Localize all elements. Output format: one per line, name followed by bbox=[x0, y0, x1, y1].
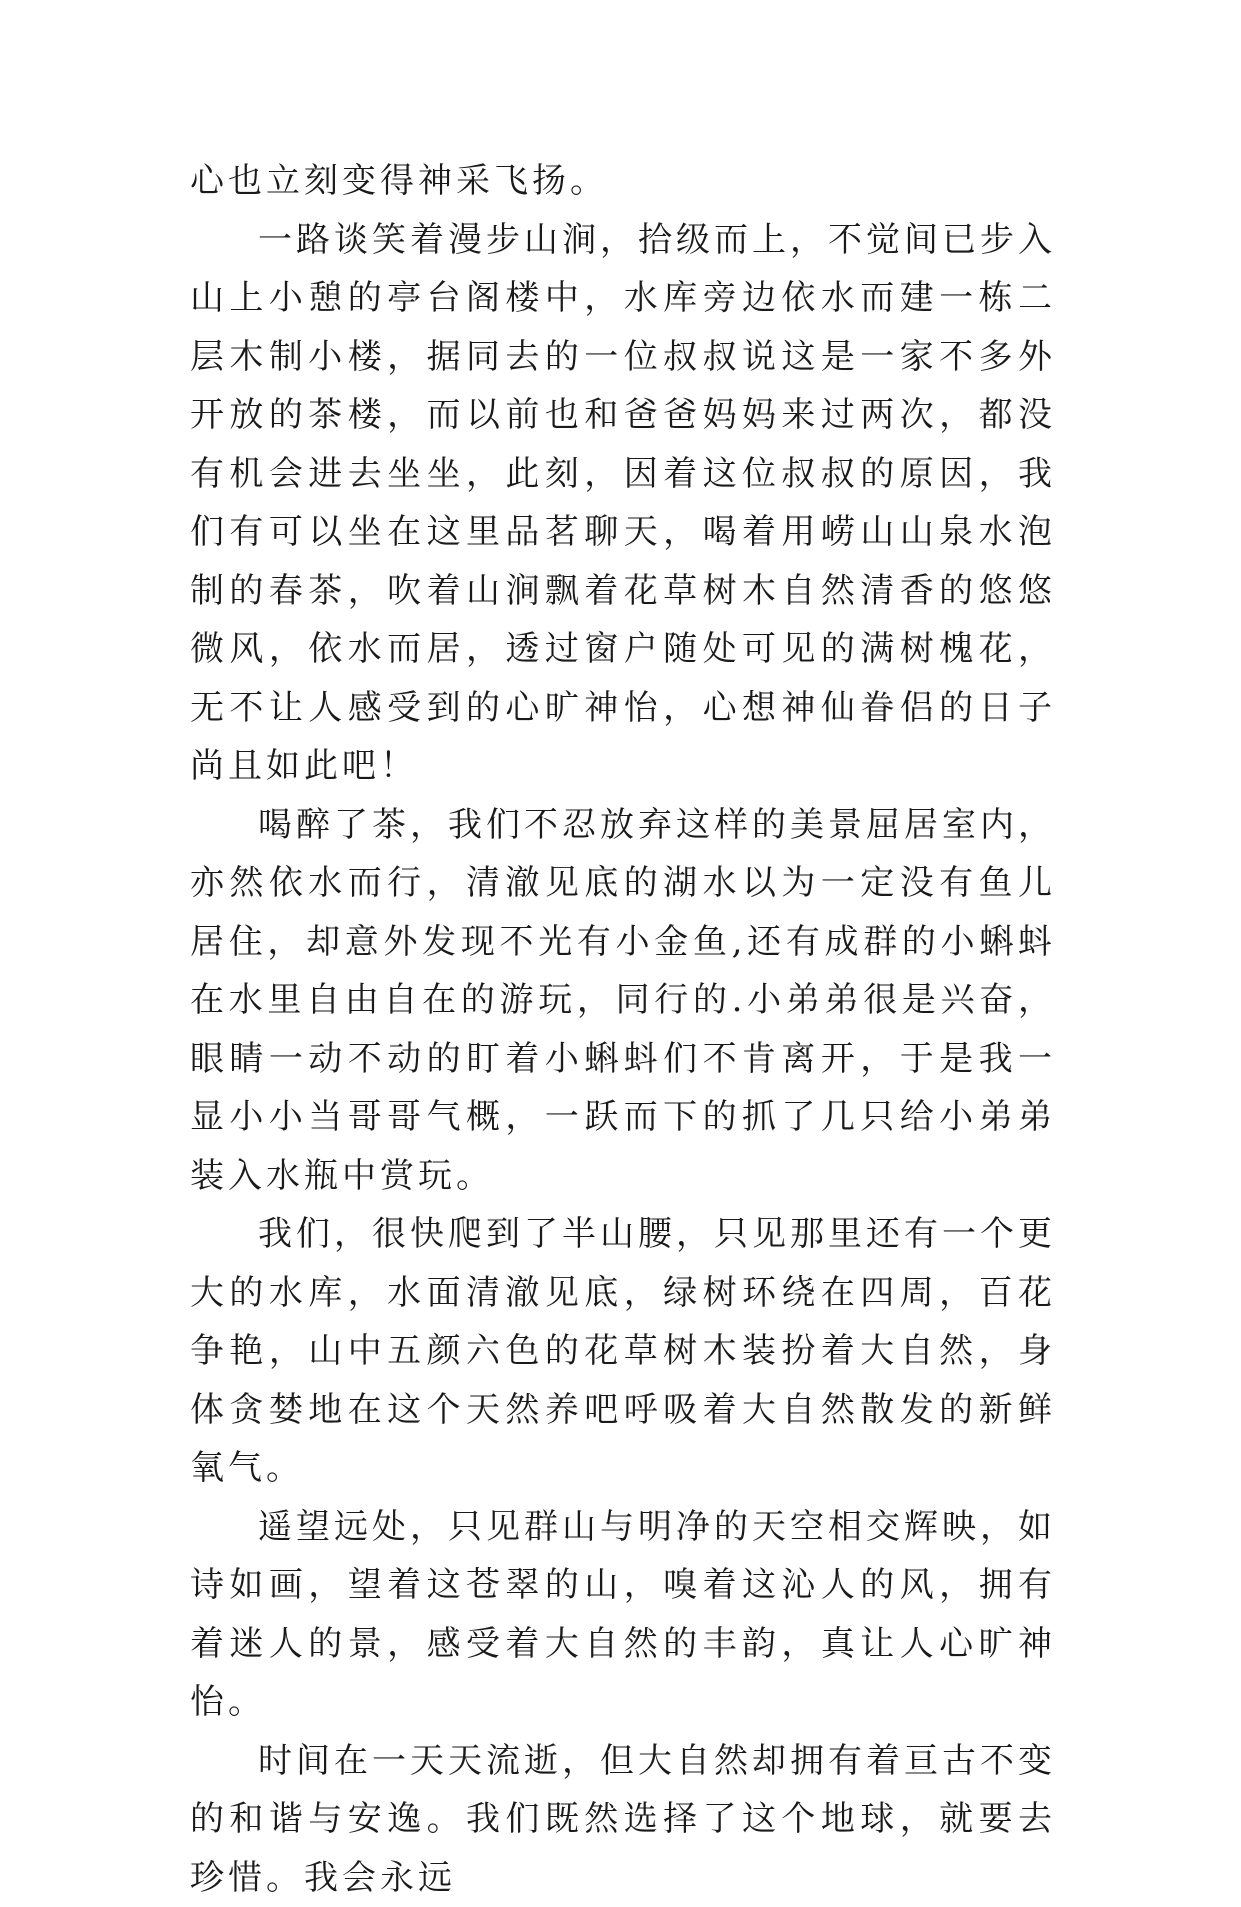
document-body bbox=[190, 152, 1056, 1907]
paragraph-6: 时间在一天天流逝，但大自然却拥有着亘古不变的和谐与安逸。我们既然选择了这个地球，就要去珍惜。我会永远 bbox=[190, 1732, 1056, 1907]
paragraph-1: 心也立刻变得神采飞扬。 bbox=[190, 152, 1056, 211]
paragraph-5: 遥望远处，只见群山与明净的天空相交辉映，如诗如画，望着这苍翠的山，嗅着这沁人的风，拥有着迷人的景，感受着大自然的丰韵，真让人心旷神怡。 bbox=[190, 1498, 1056, 1732]
paragraph-3: 喝醉了茶，我们不忍放弃这样的美景屈居室内，亦然依水而行，清澈见底的湖水以为一定没有鱼儿居住，却意外发现不光有小金鱼,还有成群的小蝌蚪在水里自由自在的游玩，同行的.小弟弟很是兴奋，眼睛一动不动的盯着小蝌蚪们不肯离开，于是我一显小小当哥哥气概，一跃而下的抓了几只给小弟弟装入水瓶中赏玩。 bbox=[190, 796, 1056, 1206]
paragraph-4: 我们，很快爬到了半山腰，只见那里还有一个更大的水库，水面清澈见底，绿树环绕在四周，百花争艳，山中五颜六色的花草树木装扮着大自然，身体贪婪地在这个天然养吧呼吸着大自然散发的新鲜氧气。 bbox=[190, 1205, 1056, 1498]
paragraph-2: 一路谈笑着漫步山涧，拾级而上，不觉间已步入山上小憩的亭台阁楼中，水库旁边依水而建一栋二层木制小楼，据同去的一位叔叔说这是一家不多外开放的茶楼，而以前也和爸爸妈妈来过两次，都没有机会进去坐坐，此刻，因着这位叔叔的原因，我们有可以坐在这里品茗聊天，喝着用崂山山泉水泡制的春茶，吹着山涧飘着花草树木自然清香的悠悠微风，依水而居，透过窗户随处可见的满树槐花，无不让人感受到的心旷神怡，心想神仙眷侣的日子尚且如此吧！ bbox=[190, 211, 1056, 796]
